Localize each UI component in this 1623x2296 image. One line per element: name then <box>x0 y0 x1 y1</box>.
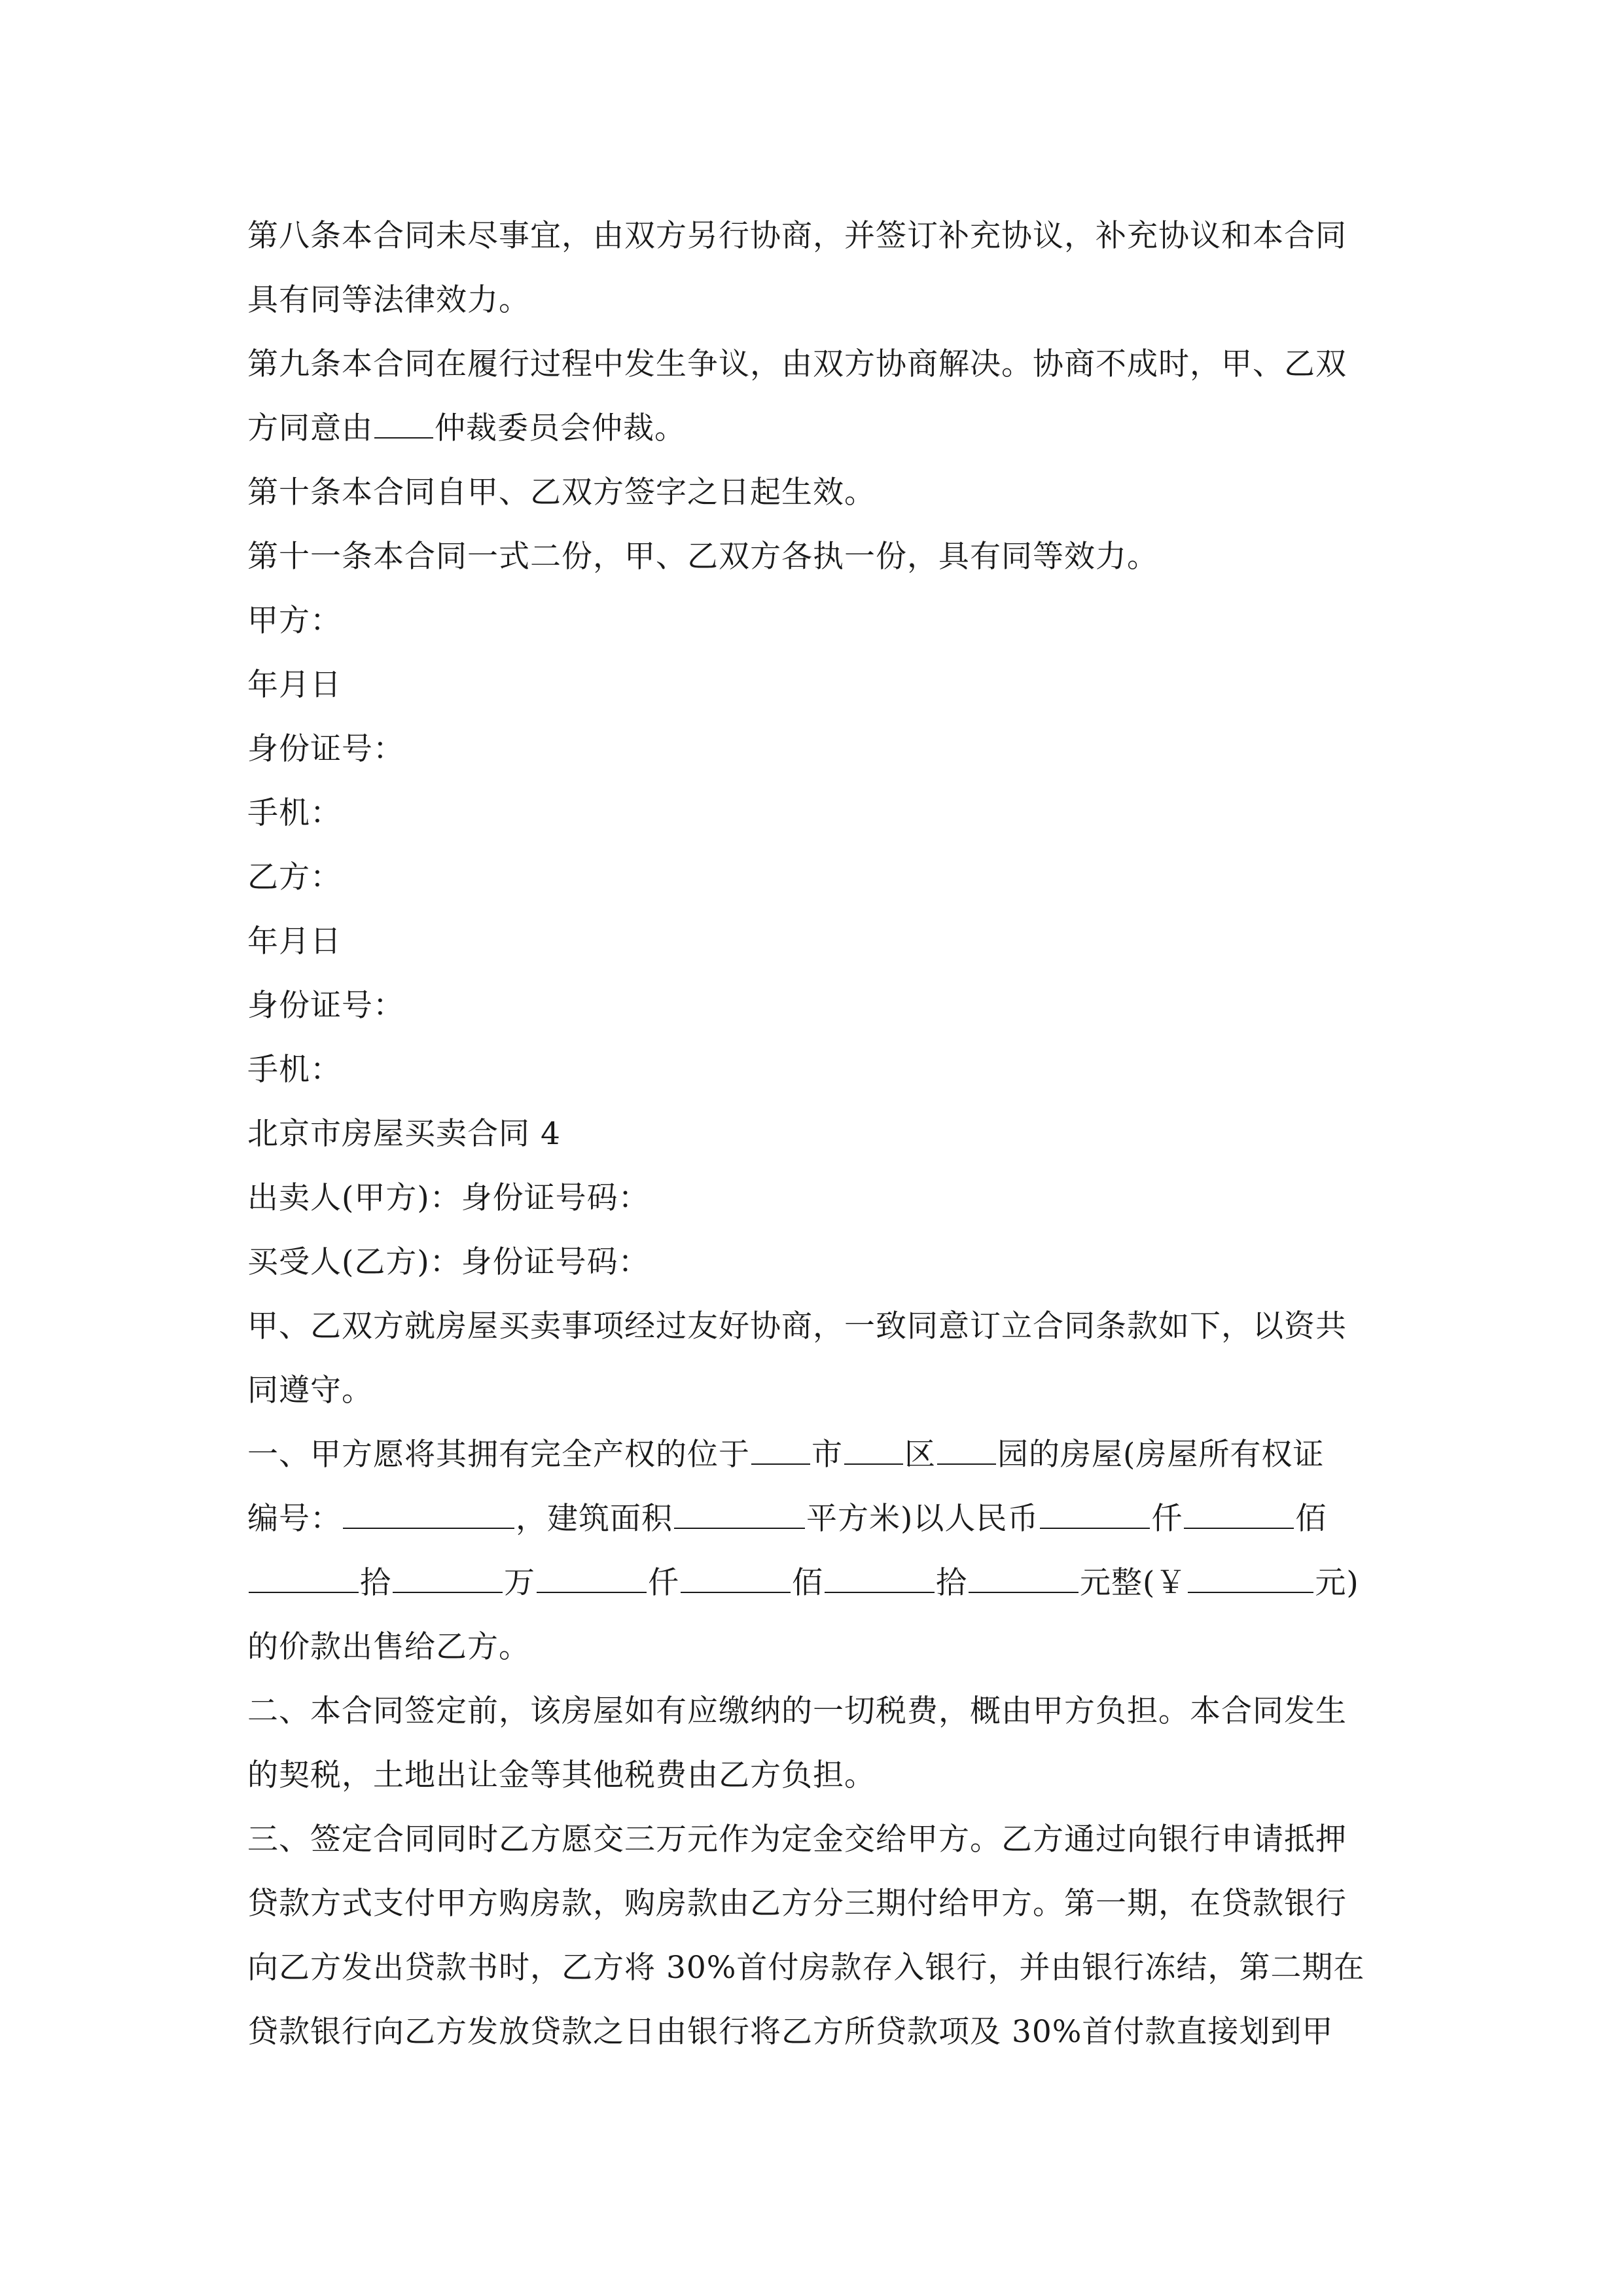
clause-1-text-e: 编号： <box>247 1501 342 1537</box>
article-9-text-a: 方同意由 <box>247 410 373 446</box>
clause-1-text-l: 仟 <box>648 1565 679 1601</box>
article-10: 第十条本合同自甲、乙双方签字之日起生效。 <box>247 475 876 511</box>
clause-1-text-f: ，建筑面积 <box>516 1501 673 1537</box>
article-11: 第十一条本合同一式二份，甲、乙双方各执一份，具有同等效力。 <box>247 539 1158 575</box>
clause-1-text-k: 万 <box>504 1565 535 1601</box>
clause-3-line-3: 向乙方发出贷款书时，乙方将 30%首付房款存入银行，并由银行冻结，第二期在 <box>247 1950 1365 1986</box>
price-blank-7 <box>825 1558 935 1593</box>
clause-1-text-h: 仟 <box>1151 1501 1183 1537</box>
article-9-text-b: 仲裁委员会仲裁。 <box>435 410 686 446</box>
clause-2-line-1: 二、本合同签定前，该房屋如有应缴纳的一切税费，概由甲方负担。本合同发生 <box>247 1693 1347 1729</box>
clause-1-line-4: 的价款出售给乙方。 <box>247 1629 530 1665</box>
clause-1-text-a: 一、甲方愿将其拥有完全产权的位于 <box>247 1437 750 1473</box>
seller-line: 出卖人(甲方)：身份证号码： <box>247 1180 650 1216</box>
party-b-phone: 手机： <box>247 1052 342 1088</box>
clause-1-line-1 <box>247 1423 1386 1487</box>
party-a-phone: 手机： <box>247 795 342 831</box>
clause-1-text-g: 平方米)以人民币 <box>806 1501 1039 1537</box>
party-b-label: 乙方： <box>247 859 342 895</box>
article-8-line-1: 第八条本合同未尽事宜，由双方另行协商，并签订补充协议，补充协议和本合同 <box>247 218 1347 254</box>
floor-area-blank <box>674 1494 805 1529</box>
party-a-id: 身份证号： <box>247 731 404 767</box>
clause-1-text-b: 市 <box>812 1437 843 1473</box>
price-blank-8 <box>969 1558 1079 1593</box>
price-blank-6 <box>681 1558 791 1593</box>
intro-line-2: 同遵守。 <box>247 1372 373 1408</box>
clause-1-text-n: 拾 <box>936 1565 967 1601</box>
intro-line-1: 甲、乙双方就房屋买卖事项经过友好协商，一致同意订立合同条款如下，以资共 <box>247 1308 1347 1344</box>
clause-1-text-j: 拾 <box>360 1565 391 1601</box>
price-amount-blank <box>1188 1558 1313 1593</box>
city-blank <box>751 1429 810 1465</box>
contract-title: 北京市房屋买卖合同 4 <box>247 1116 561 1152</box>
document-body <box>247 204 1386 2064</box>
arbitration-committee-blank <box>374 403 433 439</box>
party-b-id: 身份证号： <box>247 988 404 1024</box>
clause-1-text-d: 园的房屋(房屋所有权证 <box>997 1437 1325 1473</box>
district-blank <box>844 1429 903 1465</box>
garden-blank <box>937 1429 996 1465</box>
price-blank-3 <box>249 1558 359 1593</box>
clause-1-line-3 <box>247 1551 1386 1615</box>
price-blank-4 <box>393 1558 503 1593</box>
article-9-line-2 <box>247 397 1386 461</box>
price-blank-1 <box>1040 1494 1150 1529</box>
clause-1-text-i: 佰 <box>1295 1501 1327 1537</box>
clause-1-text-p: 元) <box>1315 1565 1359 1601</box>
article-9-line-1: 第九条本合同在履行过程中发生争议，由双方协商解决。协商不成时，甲、乙双 <box>247 346 1347 382</box>
clause-1-text-c: 区 <box>904 1437 936 1473</box>
certificate-number-blank <box>343 1494 514 1529</box>
buyer-line: 买受人(乙方)：身份证号码： <box>247 1244 650 1280</box>
clause-3-line-1: 三、签定合同同时乙方愿交三万元作为定金交给甲方。乙方通过向银行申请抵押 <box>247 1821 1347 1857</box>
clause-1-text-o: 元整(￥ <box>1080 1565 1187 1601</box>
party-b-date: 年月日 <box>247 924 342 960</box>
party-a-date: 年月日 <box>247 667 342 703</box>
price-blank-5 <box>537 1558 647 1593</box>
clause-3-line-4: 贷款银行向乙方发放贷款之日由银行将乙方所贷款项及 30%首付款直接划到甲 <box>247 2014 1334 2050</box>
clause-1-text-m: 佰 <box>792 1565 823 1601</box>
clause-1-line-2 <box>247 1487 1386 1551</box>
party-a-label: 甲方： <box>247 603 342 639</box>
price-blank-2 <box>1184 1494 1294 1529</box>
clause-3-line-2: 贷款方式支付甲方购房款，购房款由乙方分三期付给甲方。第一期，在贷款银行 <box>247 1886 1347 1922</box>
clause-2-line-2: 的契税，土地出让金等其他税费由乙方负担。 <box>247 1757 876 1793</box>
article-8-line-2: 具有同等法律效力。 <box>247 282 530 318</box>
